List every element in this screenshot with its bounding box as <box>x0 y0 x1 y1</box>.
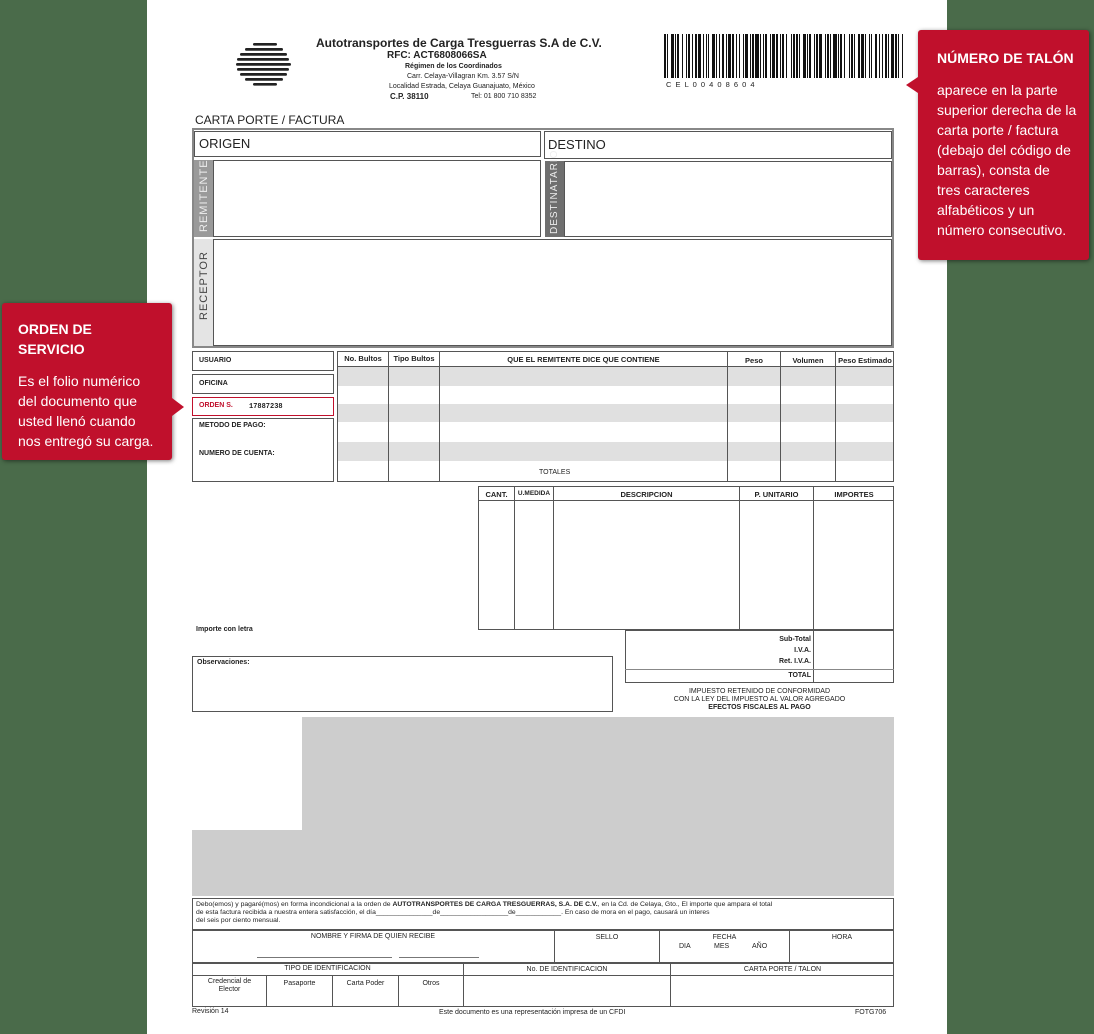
pagare-line-1: Debo(emos) y pagaré(mos) en forma incondicional a la orden de AUTOTRANSPORTES DE CARGA TRESGUERRAS, S.A. DE C.V., en la Cd. de Celaya, Gto., El importe que ampara el total <box>196 901 773 908</box>
barcode-bar <box>838 34 839 78</box>
company-regime: Régimen de los Coordinados <box>405 63 502 70</box>
company-tel: Tel: 01 800 710 8352 <box>471 93 537 100</box>
receptor-field <box>213 239 892 346</box>
sello-label: SELLO <box>595 934 619 941</box>
barcode-bar <box>869 34 870 78</box>
metodo-pago-label: METODO DE PAGO: <box>199 422 266 429</box>
barcode-bar <box>763 34 764 78</box>
barcode-bar <box>772 34 775 78</box>
barcode-bar <box>875 34 877 78</box>
nombre-firma-label: NOMBRE Y FIRMA DE QUIEN RECIBE <box>310 933 436 940</box>
barcode-bar <box>871 34 872 78</box>
callout-talon <box>918 30 1089 260</box>
barcode-bar <box>809 34 811 78</box>
company-address-1: Carr. Celaya-Villagran Km. 3.57 S/N <box>407 73 519 80</box>
barcode-bar <box>671 34 674 78</box>
barcode-bar <box>807 34 808 78</box>
barcode-bar <box>825 34 826 78</box>
barcode-bar <box>816 34 818 78</box>
barcode-bar <box>891 34 894 78</box>
barcode-bar <box>882 34 883 78</box>
barcode-bar <box>752 34 754 78</box>
barcode-bar <box>703 34 704 78</box>
barcode-bar <box>716 34 717 78</box>
barcode-bar <box>814 34 815 78</box>
barcode-bar <box>682 34 683 78</box>
barcode-bar <box>745 34 747 78</box>
barcode-bar <box>782 34 784 78</box>
goods-header-volumen: Volumen <box>792 356 824 365</box>
barcode-bar <box>667 34 668 78</box>
form-title: CARTA PORTE / FACTURA <box>195 113 345 127</box>
items-header-umedida: U.MEDIDA <box>517 490 551 497</box>
barcode-bar <box>695 34 697 78</box>
barcode-bar <box>688 34 690 78</box>
barcode-bar <box>677 34 679 78</box>
barcode-bar <box>728 34 731 78</box>
barcode-bar <box>739 34 740 78</box>
revision-label: Revisión 14 <box>192 1008 229 1015</box>
pagare-line-2: de esta factura recibida a nuestra entera satisfacción, el día_______________de__________________de____________. En caso de mora en el pago, causará un interes <box>196 909 710 916</box>
barcode-bar <box>664 34 666 78</box>
impuesto-line-2: CON LA LEY DEL IMPUESTO AL VALOR AGREGADO <box>673 696 846 703</box>
observaciones-label: Observaciones: <box>197 659 250 666</box>
oficina-label: OFICINA <box>199 380 228 387</box>
barcode-bar <box>851 34 853 78</box>
impuesto-line-1: IMPUESTO RETENIDO DE CONFORMIDAD <box>688 688 831 695</box>
goods-totales: TOTALES <box>539 469 571 476</box>
barcode-bar <box>840 34 842 78</box>
id-option-otros: Otros <box>422 980 440 987</box>
goods-header-bultos: No. Bultos <box>344 354 382 363</box>
barcode-bar <box>692 34 693 78</box>
barcode-bar <box>712 34 714 78</box>
barcode-bar <box>726 34 727 78</box>
observaciones-field <box>192 656 613 712</box>
no-identificacion-label: No. DE IDENTIFICACION <box>526 966 608 973</box>
callout-talon-title: NÚMERO DE TALÓN <box>937 50 1074 66</box>
iva-label: I.V.A. <box>794 647 811 654</box>
barcode-bar <box>849 34 850 78</box>
total-label: TOTAL <box>788 672 811 679</box>
id-option-pasaporte: Pasaporte <box>283 980 316 987</box>
dia-label: DIA <box>679 943 691 950</box>
items-header-cant: CANT. <box>485 490 508 499</box>
barcode-bar <box>770 34 771 78</box>
importe-letra-label: Importe con letra <box>196 626 253 633</box>
orden-value: 17887238 <box>249 403 283 411</box>
company-logo <box>235 42 297 88</box>
barcode <box>664 34 902 78</box>
anio-label: AÑO <box>752 943 768 950</box>
orden-label: ORDEN S. <box>199 402 233 409</box>
ret-iva-label: Ret. I.V.A. <box>778 658 811 665</box>
barcode-bar <box>854 34 855 78</box>
barcode-bar <box>686 34 687 78</box>
company-name: Autotransportes de Carga Tresguerras S.A de C.V. <box>316 36 602 50</box>
barcode-bar <box>708 34 709 78</box>
callout-orden-body: Es el folio numérico del documento que usted llenó cuando nos entregó su carga. <box>18 373 154 449</box>
talon-number: C E L 0 0 4 0 8 6 0 4 <box>666 80 756 89</box>
company-address-2: Localidad Estrada, Celaya Guanajuato, México <box>389 83 535 90</box>
barcode-bar <box>765 34 767 78</box>
fecha-label: FECHA <box>712 934 737 941</box>
company-cp: C.P. 38110 <box>390 92 429 101</box>
barcode-bar <box>858 34 860 78</box>
callout-talon-body: aparece en la parte superior derecha de la carta porte / factura (debajo del código de barras), consta de tres caracteres alfabéticos y un número consecutivo. <box>937 82 1077 238</box>
barcode-bar <box>796 34 798 78</box>
barcode-bar <box>791 34 792 78</box>
subtotal-label: Sub-Total <box>779 636 811 643</box>
barcode-bar <box>827 34 829 78</box>
goods-header-peso-estimado: Peso Estimado <box>838 356 892 365</box>
receptor-label: RECEPTOR <box>198 251 210 320</box>
hora-label: HORA <box>831 934 853 941</box>
barcode-bar <box>844 34 845 78</box>
form-code: FOTG706 <box>855 1009 887 1016</box>
barcode-bar <box>722 34 724 78</box>
callout-orden <box>2 303 172 460</box>
barcode-bar <box>776 34 778 78</box>
items-header-importes: IMPORTES <box>834 490 874 499</box>
barcode-bar <box>888 34 889 78</box>
cfdi-note: Este documento es una representación impresa de un CFDI <box>439 1009 626 1016</box>
barcode-bar <box>719 34 720 78</box>
remitente-field <box>213 160 541 237</box>
barcode-bar <box>743 34 744 78</box>
barcode-bar <box>793 34 795 78</box>
barcode-bar <box>819 34 822 78</box>
items-header-punitario: P. UNITARIO <box>754 490 799 499</box>
numero-cuenta-label: NUMERO DE CUENTA: <box>199 450 275 457</box>
remitente-label: REMITENTE <box>198 159 210 232</box>
goods-header-contenido: QUE EL REMITENTE DICE QUE CONTIENE <box>507 355 660 364</box>
usuario-label: USUARIO <box>199 357 232 364</box>
barcode-bar <box>879 34 880 78</box>
barcode-bar <box>861 34 864 78</box>
barcode-bar <box>780 34 781 78</box>
destinatario-label: DESTINATARIO <box>549 149 560 234</box>
barcode-bar <box>755 34 758 78</box>
items-table <box>478 486 894 630</box>
barcode-bar <box>799 34 800 78</box>
id-option-carta-poder: Carta Poder <box>346 980 385 987</box>
fiscal-stamp-area <box>302 717 894 896</box>
callout-talon-pointer <box>906 77 918 93</box>
barcode-bar <box>885 34 887 78</box>
barcode-bar <box>675 34 676 78</box>
barcode-bar <box>833 34 836 78</box>
barcode-bar <box>698 34 701 78</box>
barcode-bar <box>706 34 707 78</box>
mes-label: MES <box>714 943 730 950</box>
origin-label: ORIGEN <box>199 136 251 151</box>
barcode-bar <box>760 34 761 78</box>
barcode-bar <box>898 34 899 78</box>
goods-header-peso: Peso <box>745 356 763 365</box>
barcode-bar <box>750 34 751 78</box>
id-option-credencial: Credencial de Elector <box>207 978 252 993</box>
barcode-bar <box>895 34 897 78</box>
barcode-bar <box>786 34 787 78</box>
carta-porte-document <box>147 0 947 1034</box>
destinatario-field <box>564 161 892 237</box>
company-rfc: RFC: ACT6808066SA <box>387 50 487 61</box>
barcode-bar <box>736 34 737 78</box>
goods-header-tipo: Tipo Bultos <box>393 354 435 363</box>
barcode-bar <box>732 34 734 78</box>
callout-orden-title: ORDEN DE SERVICIO <box>18 321 92 357</box>
carta-porte-talon-label: CARTA PORTE / TALON <box>743 966 822 973</box>
items-header-descripcion: DESCRIPCION <box>620 490 673 499</box>
tipo-identificacion-label: TIPO DE IDENTIFICACION <box>284 965 371 972</box>
impuesto-line-3: EFECTOS FISCALES AL PAGO <box>708 704 811 711</box>
destino-label: DESTINO <box>548 137 606 152</box>
barcode-bar <box>803 34 806 78</box>
barcode-bar <box>865 34 866 78</box>
callout-orden-pointer <box>172 398 184 416</box>
barcode-bar <box>830 34 831 78</box>
pagare-line-3: del seis por ciento mensual. <box>196 917 281 924</box>
